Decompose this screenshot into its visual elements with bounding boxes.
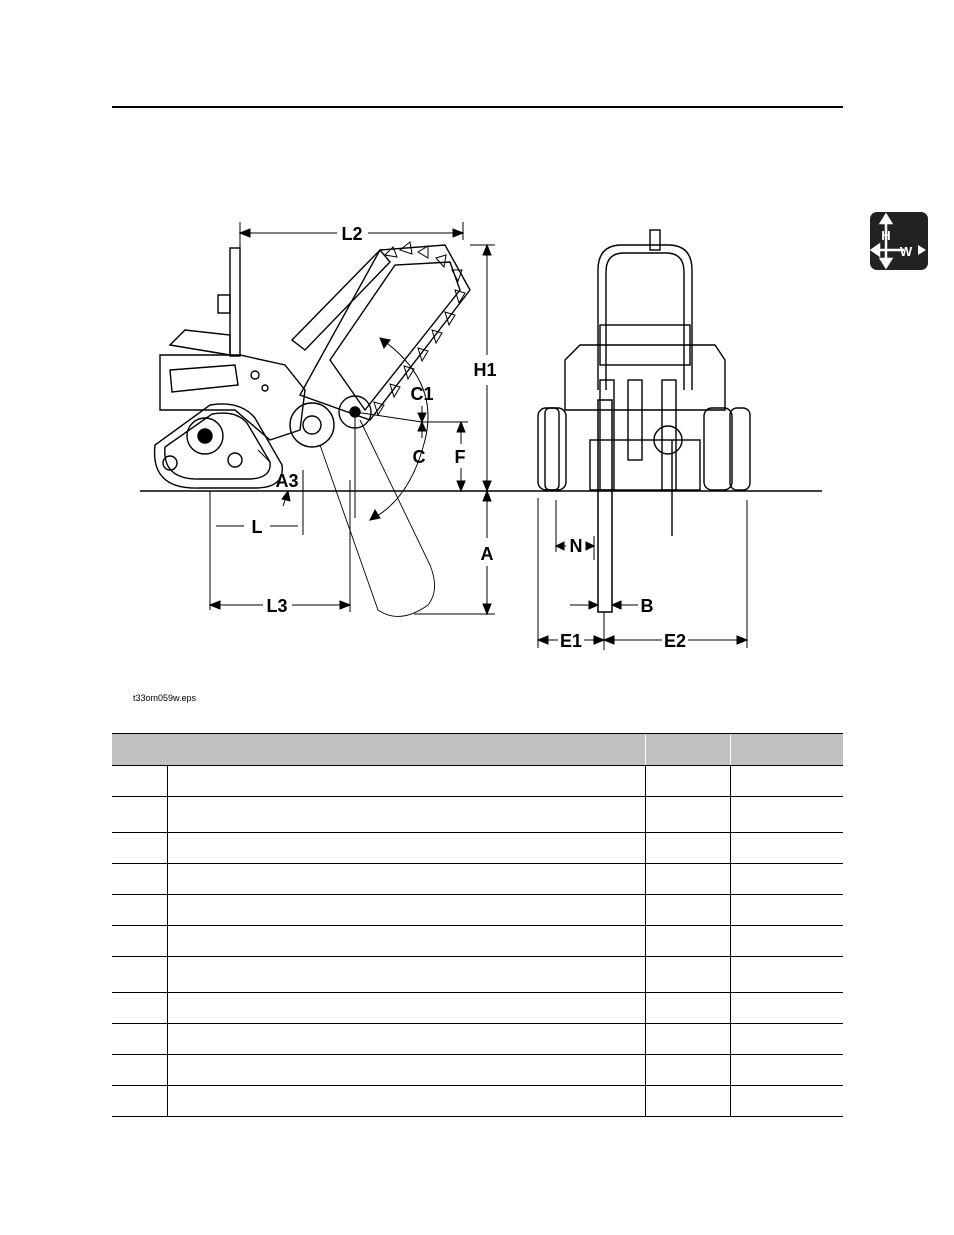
- table-cell-v2: [730, 833, 843, 864]
- table-cell-desc: [167, 797, 645, 833]
- table-cell-desc: [167, 864, 645, 895]
- table-cell-desc: [167, 926, 645, 957]
- table-cell-desc: [167, 1086, 645, 1117]
- label-e1: E1: [559, 631, 583, 651]
- table-cell-desc: [167, 957, 645, 993]
- table-header-cell: [645, 734, 730, 766]
- table-cell-desc: [167, 895, 645, 926]
- table-header-cell: [730, 734, 843, 766]
- label-a: A: [480, 544, 494, 564]
- table-header-cell: [112, 734, 645, 766]
- table-cell-v1: [645, 833, 730, 864]
- label-l2: L2: [341, 224, 363, 244]
- table-cell-v2: [730, 1086, 843, 1117]
- table-cell-v1: [645, 864, 730, 895]
- table-cell-v2: [730, 1055, 843, 1086]
- table-cell-desc: [167, 766, 645, 797]
- table-row: [112, 1055, 843, 1086]
- label-h1: H1: [473, 360, 497, 380]
- table-cell-v2: [730, 797, 843, 833]
- side-view-dimensions: [210, 222, 495, 614]
- table-row: [112, 797, 843, 833]
- table-cell-v1: [645, 895, 730, 926]
- table-cell-key: [112, 926, 167, 957]
- table-cell-v1: [645, 1024, 730, 1055]
- table-row: [112, 895, 843, 926]
- table-cell-key: [112, 766, 167, 797]
- table-row: [112, 1086, 843, 1117]
- table-row: [112, 833, 843, 864]
- label-l3: L3: [266, 596, 288, 616]
- table-row: [112, 1024, 843, 1055]
- label-c: C: [412, 447, 426, 467]
- table-cell-v2: [730, 926, 843, 957]
- table-header-row: [112, 734, 843, 766]
- table-cell-desc: [167, 1055, 645, 1086]
- table-cell-key: [112, 1024, 167, 1055]
- table-row: [112, 957, 843, 993]
- table-cell-v2: [730, 766, 843, 797]
- table-cell-v1: [645, 993, 730, 1024]
- table-cell-key: [112, 864, 167, 895]
- table-cell-v2: [730, 864, 843, 895]
- table-cell-key: [112, 957, 167, 993]
- table-cell-desc: [167, 993, 645, 1024]
- label-a3: A3: [275, 471, 299, 491]
- table-cell-v1: [645, 1055, 730, 1086]
- table-row: [112, 926, 843, 957]
- label-f: F: [454, 447, 466, 467]
- table-cell-key: [112, 993, 167, 1024]
- table-cell-v1: [645, 926, 730, 957]
- table-cell-key: [112, 797, 167, 833]
- label-e2: E2: [663, 631, 687, 651]
- icon-letter-h: H: [881, 228, 891, 243]
- table-cell-v1: [645, 797, 730, 833]
- table-cell-v2: [730, 1024, 843, 1055]
- label-b: B: [640, 596, 654, 616]
- figure-caption: t33om059w.eps: [133, 693, 197, 703]
- table-cell-v1: [645, 766, 730, 797]
- front-view-dimensions: [538, 498, 747, 650]
- table-cell-key: [112, 833, 167, 864]
- table-cell-key: [112, 1055, 167, 1086]
- icon-letter-w: W: [899, 244, 913, 259]
- table-cell-v2: [730, 895, 843, 926]
- label-c1: C1: [410, 384, 434, 404]
- table-row: [112, 993, 843, 1024]
- table-cell-desc: [167, 833, 645, 864]
- label-n: N: [569, 536, 583, 556]
- table-cell-desc: [167, 1024, 645, 1055]
- label-l: L: [251, 517, 263, 537]
- table-cell-v1: [645, 1086, 730, 1117]
- table-cell-v2: [730, 993, 843, 1024]
- specifications-table: [112, 733, 843, 1117]
- table-row: [112, 766, 843, 797]
- table-cell-v1: [645, 957, 730, 993]
- table-cell-v2: [730, 957, 843, 993]
- table-cell-key: [112, 895, 167, 926]
- table-cell-key: [112, 1086, 167, 1117]
- table-row: [112, 864, 843, 895]
